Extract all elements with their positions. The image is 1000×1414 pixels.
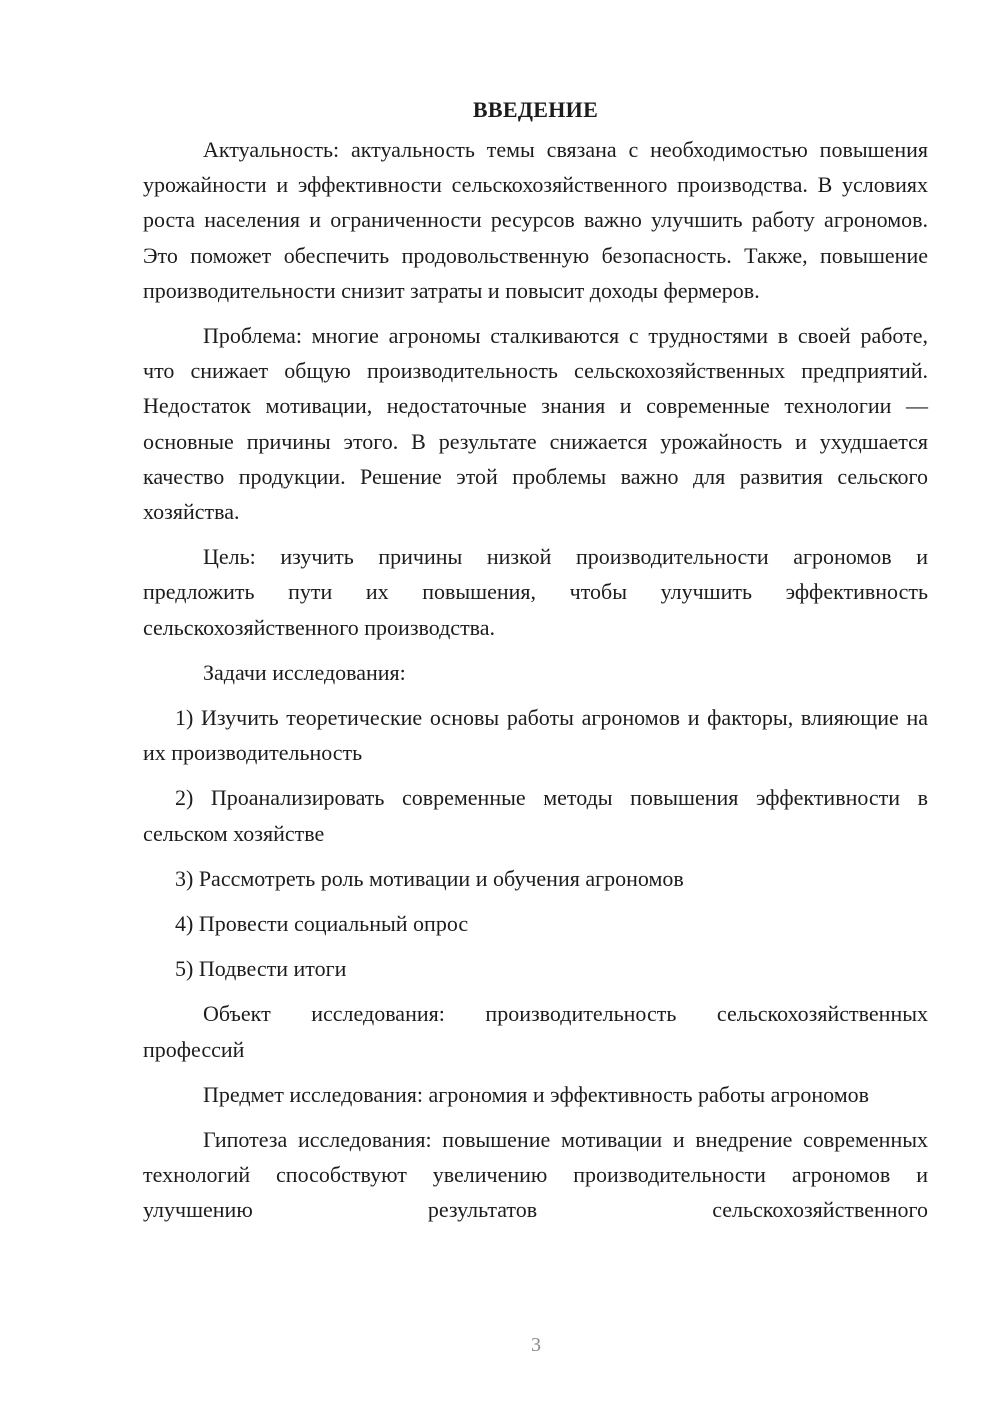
task-item-3: 3) Рассмотреть роль мотивации и обучения агрономов <box>175 865 684 891</box>
page-title: ВВЕДЕНИЕ <box>472 97 599 122</box>
paragraph-relevance: Актуальность: актуальность темы связана с необходимостью повышения урожайности и эффективности сельскохозяйственного производства. В условиях роста населения и ограниченности ресурсов важно улучшить работу агрономов. Это поможет обеспечить продовольственную безопасность. Также, повышение производительности снизит затраты и повысит доходы фермеров. <box>143 137 928 303</box>
task-item-2: 2) Проанализировать современные методы повышения эффективности в сельском хозяйстве <box>143 785 928 846</box>
paragraph-object: Объект исследования: производительность сельскохозяйственных профессий <box>143 1001 928 1062</box>
paragraph-problem: Проблема: многие агрономы сталкиваются с трудностями в своей работе, что снижает общую производительность сельскохозяйственных предприятий. Недостаток мотивации, недостаточные знания и современные технологии — основные причины этого. В результате снижается урожайность и ухудшается качество продукции. Решение этой проблемы важно для развития сельского хозяйства. <box>143 323 928 525</box>
task-item-4: 4) Провести социальный опрос <box>175 911 469 937</box>
paragraph-goal: Цель: изучить причины низкой производительности агрономов и предложить пути их повышения, чтобы улучшить эффективность сельскохозяйственного производства. <box>143 544 928 640</box>
task-item-1: 1) Изучить теоретические основы работы агрономов и факторы, влияющие на их производительность <box>143 705 928 766</box>
paragraph-hypothesis: Гипотеза исследования: повышение мотивации и внедрение современных технологий способствуют увеличению производительности агрономов и улучшению результатов сельскохозяйственного <box>143 1127 928 1223</box>
document-page <box>143 92 928 1238</box>
page-number: 3 <box>531 1334 541 1356</box>
task-item-5: 5) Подвести итоги <box>175 956 347 982</box>
tasks-heading: Задачи исследования: <box>203 659 406 685</box>
paragraph-subject: Предмет исследования: агрономия и эффективность работы агрономов <box>203 1081 870 1107</box>
